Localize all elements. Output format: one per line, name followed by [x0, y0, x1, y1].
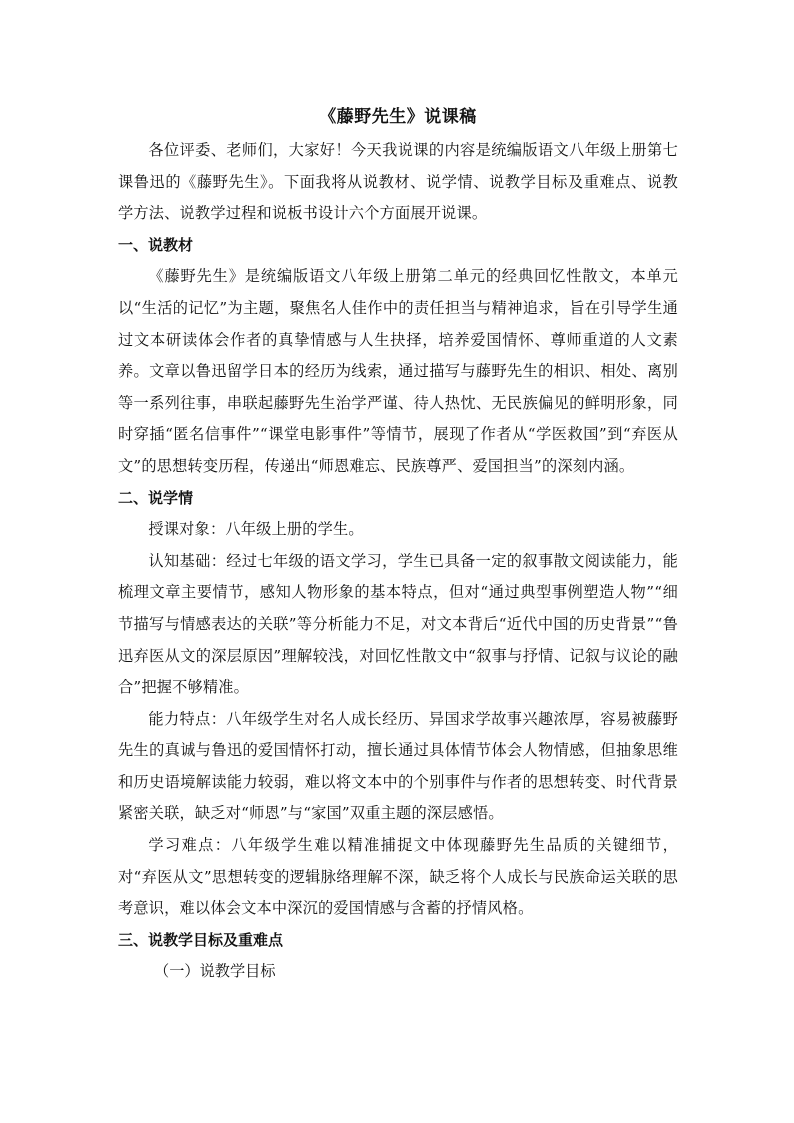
intro-paragraph: 各位评委、老师们，大家好！今天我说课的内容是统编版语文八年级上册第七课鲁迅的《藤野先生》。下面我将从说教材、说学情、说教学目标及重难点、说教学方法、说教学过程和说板书设计六个方面展开说课。 [118, 141, 678, 223]
section-heading-objectives: 三、说教学目标及重难点 [118, 930, 284, 949]
section-heading-textbook: 一、说教材 [118, 235, 194, 254]
learners-cognitive-paragraph: 认知基础：经过七年级的语文学习，学生已具备一定的叙事散文阅读能力，能梳理文章主要情节，感知人物形象的基本特点，但对“通过典型事例塑造人物”“细节描写与情感表达的关联”等分析能力不足，对文本背后“近代中国的历史背景”“鲁迅弃医从文的深层原因”理解较浅，对回忆性散文中“叙事与抒情、记叙与议论的融合”把握不够精准。 [118, 551, 678, 697]
learners-ability-paragraph: 能力特点：八年级学生对名人成长经历、异国求学故事兴趣浓厚，容易被藤野先生的真诚与鲁迅的爱国情怀打动，擅长通过具体情节体会人物情感，但抽象思维和历史语境解读能力较弱，难以将文本中的个别事件与作者的思想转变、时代背景紧密关联，缺乏对“师恩”与“家国”双重主题的深层感悟。 [118, 709, 678, 823]
section-heading-learners: 二、说学情 [118, 488, 194, 507]
document-page [118, 100, 678, 988]
learners-target-paragraph: 授课对象：八年级上册的学生。 [148, 520, 364, 539]
subsection-heading-objectives: （一）说教学目标 [154, 962, 276, 981]
document-title: 《藤野先生》说课稿 [319, 107, 477, 127]
learners-difficulty-paragraph: 学习难点：八年级学生难以精准捕捉文中体现藤野先生品质的关键细节，对“弃医从文”思想转变的逻辑脉络理解不深，缺乏将个人成长与民族命运关联的思考意识，难以体会文本中深沉的爱国情感与含蓄的抒情风格。 [118, 836, 678, 918]
textbook-paragraph: 《藤野先生》是统编版语文八年级上册第二单元的经典回忆性散文，本单元以“生活的记忆”为主题，聚焦名人佳作中的责任担当与精神追求，旨在引导学生通过文本研读体会作者的真挚情感与人生抉择，培养爱国情怀、尊师重道的人文素养。文章以鲁迅留学日本的经历为线索，通过描写与藤野先生的相识、相处、离别等一系列往事，串联起藤野先生治学严谨、待人热忱、无民族偏见的鲜明形象，同时穿插“匿名信事件”“课堂电影事件”等情节，展现了作者从“学医救国”到“弃医从文”的思想转变历程，传递出“师恩难忘、民族尊严、爱国担当”的深刻内涵。 [118, 267, 678, 475]
